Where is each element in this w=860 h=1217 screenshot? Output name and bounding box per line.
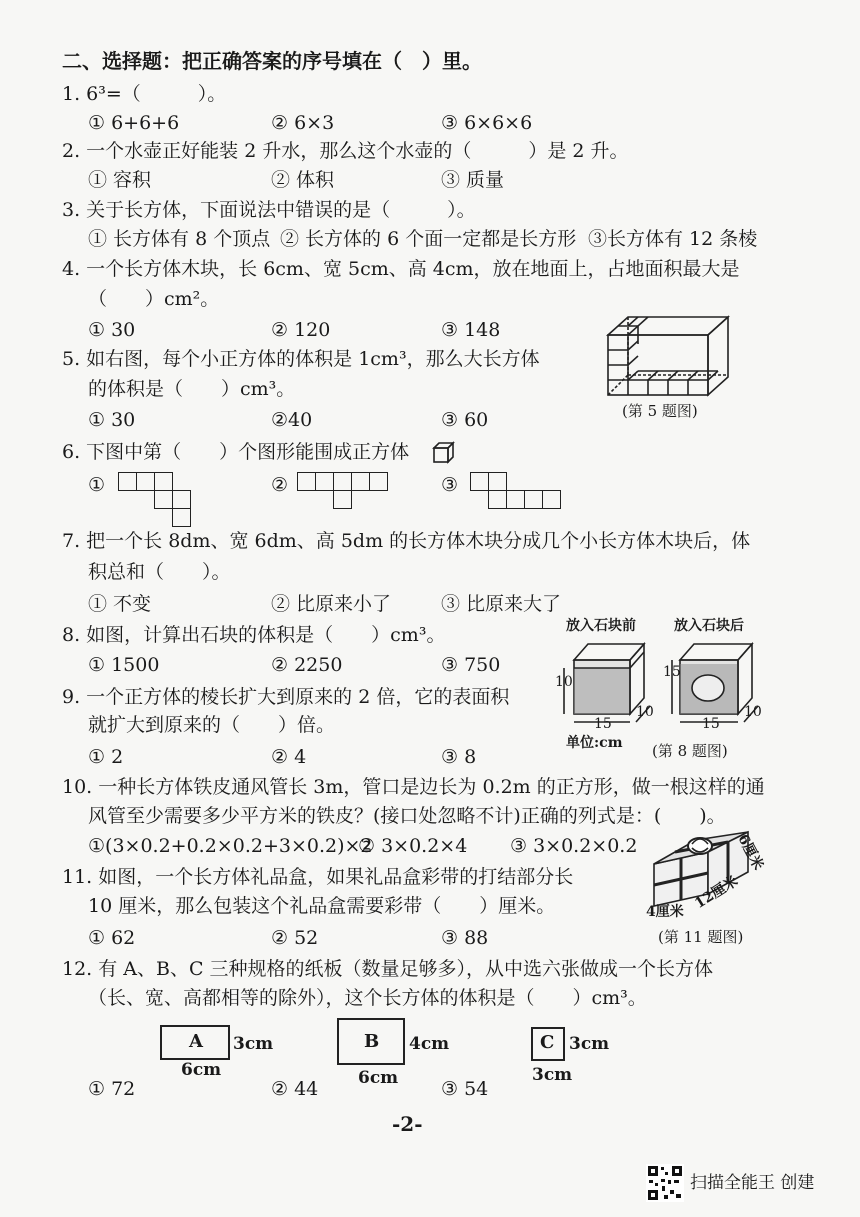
q1-option-3: ③ 6×6×6 <box>441 112 533 134</box>
question-2-stem: 2. 一个水壶正好能装 2 升水，那么这个水壶的（ ）是 2 升。 <box>62 140 629 162</box>
cube-net-1 <box>118 472 208 532</box>
q9-option-3: ③ 8 <box>441 746 477 768</box>
q2-option-3: ③ 质量 <box>441 169 505 191</box>
q4-option-1: ① 30 <box>88 319 136 341</box>
gift-box-height-label: 6厘米 <box>734 831 767 873</box>
question-4-stem-2: （ ）cm²。 <box>88 288 220 310</box>
q4-option-3: ③ 148 <box>441 319 501 341</box>
q12-option-3: ③ 54 <box>441 1078 489 1100</box>
question-3-stem: 3. 关于长方体，下面说法中错误的是（ ）。 <box>62 199 476 221</box>
board-b-name: B <box>364 1031 380 1052</box>
q7-option-1: ① 不变 <box>88 593 152 615</box>
question-1-stem: 1. 6³=（ ）。 <box>62 83 227 105</box>
question-11-stem-2: 10 厘米，那么包装这个礼品盒需要彩带（ ）厘米。 <box>88 895 556 917</box>
watermark-text: 扫描全能王 创建 <box>690 1173 815 1193</box>
question-6-stem: 6. 下图中第（ ）个图形能围成正方体 <box>62 441 410 463</box>
board-b-height: 4cm <box>409 1034 450 1054</box>
q9-option-2: ② 4 <box>271 746 307 768</box>
fig8-caption: (第 8 题图) <box>652 742 728 760</box>
question-7-stem-2: 积总和（ ）。 <box>88 561 231 583</box>
board-c-height: 3cm <box>569 1034 610 1054</box>
board-a-height: 3cm <box>233 1034 274 1054</box>
q10-option-1: ①(3×0.2+0.2×0.2+3×0.2)×2 <box>88 835 373 857</box>
q12-option-1: ① 72 <box>88 1078 136 1100</box>
qr-code-icon <box>646 1164 684 1202</box>
q10-option-2: ② 3×0.2×4 <box>358 835 468 857</box>
q3-option-1: ① 长方体有 8 个顶点 <box>88 228 271 250</box>
board-c-name: C <box>540 1032 555 1053</box>
gift-box-length-label: 12厘米 <box>692 873 741 912</box>
question-8-stem: 8. 如图，计算出石块的体积是（ ）cm³。 <box>62 624 446 646</box>
question-12-stem: 12. 有 A、B、C 三种规格的纸板（数量足够多），从中选六张做成一个长方体 <box>62 958 714 980</box>
fig8-width-after: 15 <box>702 716 720 732</box>
q1-option-2: ② 6×3 <box>271 112 335 134</box>
q11-option-3: ③ 88 <box>441 927 489 949</box>
fig8-unit: 单位:cm <box>566 735 623 751</box>
board-a-width: 6cm <box>181 1060 222 1080</box>
q7-option-2: ② 比原来小了 <box>271 593 392 615</box>
question-5-stem: 5. 如右图，每个小正方体的体积是 1cm³，那么大长方体 <box>62 348 540 370</box>
q8-option-1: ① 1500 <box>88 654 160 676</box>
q7-option-3: ③ 比原来大了 <box>441 593 562 615</box>
q4-option-2: ② 120 <box>271 319 331 341</box>
q5-figure-caption: (第 5 题图) <box>622 402 698 420</box>
fig8-depth-before: 10 <box>636 704 654 720</box>
page-number: -2- <box>392 1112 423 1136</box>
question-9-stem: 9. 一个正方体的棱长扩大到原来的 2 倍，它的表面积 <box>62 686 510 708</box>
board-a-name: A <box>189 1031 203 1052</box>
q9-option-1: ① 2 <box>88 746 124 768</box>
q5-option-2: ②40 <box>271 409 313 431</box>
q3-option-3: ③长方体有 12 条棱 <box>588 228 758 250</box>
cube-net-3 <box>470 472 580 512</box>
fig8-height-before: 10 <box>555 674 573 690</box>
fig8-after-label: 放入石块后 <box>674 618 744 634</box>
q3-option-2: ② 长方体的 6 个面一定都是长方形 <box>280 228 577 250</box>
fig8-before-label: 放入石块前 <box>566 618 636 634</box>
question-10-stem: 10. 一种长方体铁皮通风管长 3m，管口是边长为 0.2m 的正方形，做一根这样的通 <box>62 776 765 798</box>
gift-box-width-label: 4厘米 <box>646 904 684 920</box>
q11-figure-caption: (第 11 题图) <box>658 928 744 946</box>
q10-option-3: ③ 3×0.2×0.2 <box>510 835 638 857</box>
question-11-stem: 11. 如图，一个长方体礼品盒，如果礼品盒彩带的打结部分长 <box>62 866 574 888</box>
question-4-stem: 4. 一个长方体木块，长 6cm、宽 5cm、高 4cm，放在地面上，占地面积最大是 <box>62 258 740 280</box>
q6-option-2: ② <box>271 474 289 496</box>
q1-option-1: ① 6+6+6 <box>88 112 180 134</box>
q8-option-3: ③ 750 <box>441 654 501 676</box>
question-7-stem: 7. 把一个长 8dm、宽 6dm、高 5dm 的长方体木块分成几个小长方体木块后，体 <box>62 530 751 552</box>
question-12-stem-2: （长、宽、高都相等的除外），这个长方体的体积是（ ）cm³。 <box>88 987 647 1009</box>
board-b-width: 6cm <box>358 1068 399 1088</box>
q5-option-3: ③ 60 <box>441 409 489 431</box>
cube-net-2 <box>297 472 407 512</box>
q11-option-2: ② 52 <box>271 927 319 949</box>
q8-option-2: ② 2250 <box>271 654 343 676</box>
q5-cuboid-figure <box>600 305 730 397</box>
q6-option-1: ① <box>88 474 106 496</box>
q12-option-2: ② 44 <box>271 1078 319 1100</box>
board-c-width: 3cm <box>532 1065 573 1085</box>
question-5-stem-2: 的体积是（ ）cm³。 <box>88 378 296 400</box>
fig8-depth-after: 10 <box>744 704 762 720</box>
q5-option-1: ① 30 <box>88 409 136 431</box>
fig8-width-before: 15 <box>594 716 612 732</box>
q6-option-3: ③ <box>441 474 459 496</box>
q2-option-2: ② 体积 <box>271 169 335 191</box>
q2-option-1: ① 容积 <box>88 169 152 191</box>
question-9-stem-2: 就扩大到原来的（ ）倍。 <box>88 714 336 736</box>
fig8-height-after: 15 <box>663 664 681 680</box>
section-title: 二、选择题：把正确答案的序号填在（ ）里。 <box>62 49 482 73</box>
q11-option-1: ① 62 <box>88 927 136 949</box>
question-10-stem-2: 风管至少需要多少平方米的铁皮？(接口处忽略不计)正确的列式是：( )。 <box>88 805 726 827</box>
small-cube-icon <box>432 441 456 465</box>
